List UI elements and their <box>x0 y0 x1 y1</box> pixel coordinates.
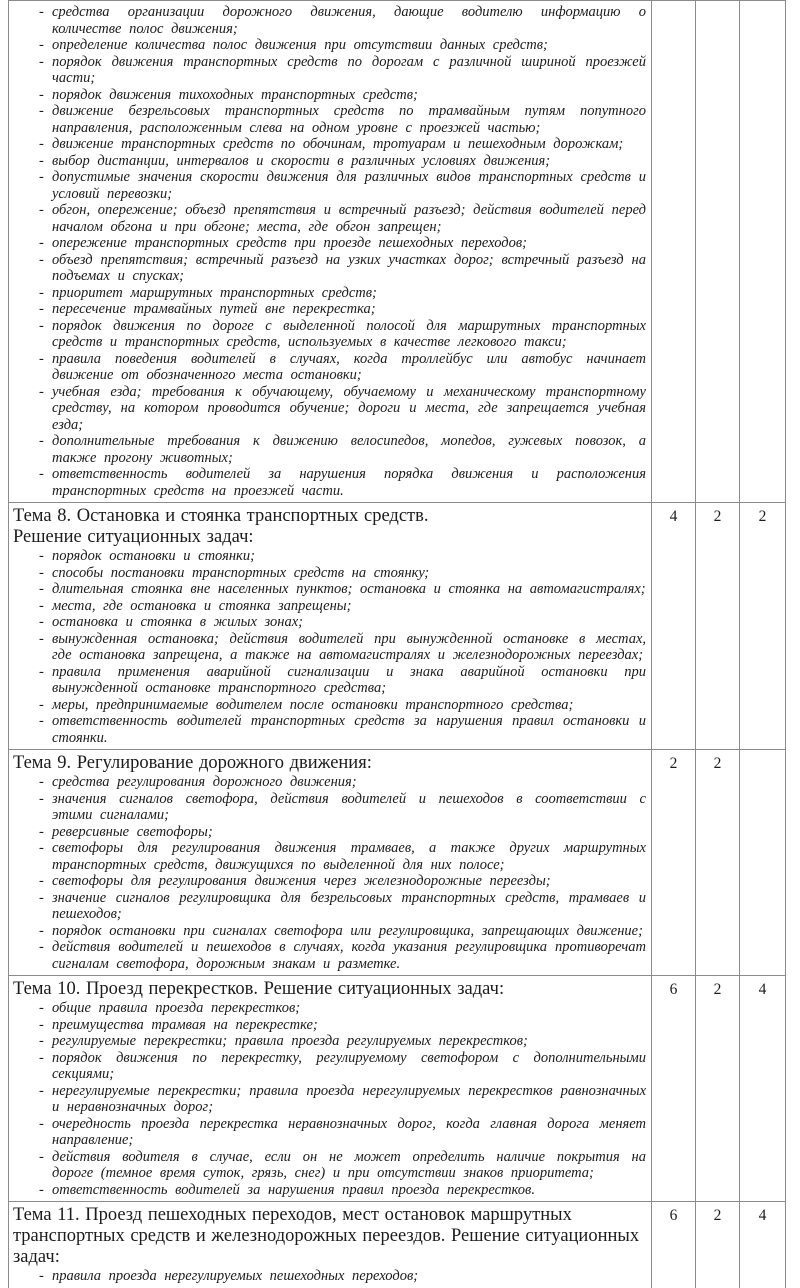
bullet-text: правила проезда нерегулируемых пешеходных переходов; <box>52 1268 419 1284</box>
bullet-dash-marker: - <box>39 1148 44 1165</box>
bullet-text: светофоры для регулирования движения через железнодорожные переезды; <box>52 873 551 889</box>
bullet-text: значения сигналов светофора, действия водителей и пешеходов в соответствии с этими сигналами; <box>52 790 646 823</box>
topic-bullet-list <box>13 4 648 499</box>
topic-bullet-item <box>13 235 648 252</box>
bullet-text: ответственность водителей за нарушения правил проезда перекрестков. <box>52 1181 535 1198</box>
bullet-dash-marker: - <box>39 922 44 939</box>
topic-bullet-item <box>13 318 648 351</box>
topic-bullet-item <box>13 598 648 615</box>
bullet-text: определение количества полос движения при отсутствии данных средств; <box>52 37 548 53</box>
topic-bullet-item <box>13 713 648 746</box>
bullet-text: порядок остановки и стоянки; <box>52 548 255 564</box>
table-row <box>9 1 785 503</box>
topic-bullet-item <box>13 202 648 235</box>
bullet-text: ответственность водителей транспортных средств за нарушения правил остановки и стоянки. <box>52 713 646 746</box>
bullet-dash-marker: - <box>39 1115 44 1132</box>
bullet-dash-marker: - <box>39 301 44 317</box>
bullet-text: порядок движения тихоходных транспортных средств; <box>52 86 418 103</box>
hours-col-2-cell <box>695 1 739 502</box>
topic-bullet-item <box>13 54 648 87</box>
bullet-text: движение безрельсовых транспортных средств по трамвайным путям попутного направления, расположенным слева на одном уровне с проезжей частью; <box>52 103 646 136</box>
bullet-text: действия водителей и пешеходов в случаях, когда указания регулировщика противоречат сигналам светофора, дорожным знакам и разметке. <box>52 939 646 972</box>
bullet-dash-marker: - <box>39 86 44 103</box>
topic-cell <box>9 750 651 975</box>
bullet-dash-marker: - <box>39 53 44 70</box>
bullet-dash-marker: - <box>39 597 44 614</box>
topic-title-block <box>13 1205 648 1268</box>
bullet-dash-marker: - <box>39 823 44 840</box>
bullet-dash-marker: - <box>39 136 44 152</box>
hours-col-1-cell <box>651 1 695 502</box>
topic-title-line: Тема 8. Остановка и стоянка транспортных средств. <box>13 506 429 526</box>
bullet-text: правила применения аварийной сигнализации и знака аварийной остановки при вынужденной остановке транспортного средства; <box>52 663 646 696</box>
bullet-dash-marker: - <box>39 317 44 334</box>
bullet-text: приоритет маршрутных транспортных средств; <box>52 284 377 301</box>
topic-bullet-item <box>13 664 648 697</box>
bullet-text: реверсивные светофоры; <box>52 823 213 840</box>
hours-col-3-cell <box>739 750 785 975</box>
bullet-dash-marker: - <box>39 663 44 680</box>
curriculum-table <box>8 0 786 1288</box>
bullet-text: вынужденная остановка; действия водителей при вынужденной остановке в местах, где остановка запрещена, а также на автомагистралях и железнодорожных переездах; <box>52 630 646 663</box>
hours-col-2-cell: 2 <box>695 750 739 975</box>
topic-bullet-item <box>13 939 648 972</box>
table-row <box>9 976 785 1202</box>
topic-bullet-item <box>13 285 648 302</box>
topic-bullet-list <box>13 548 648 746</box>
bullet-dash-marker: - <box>39 630 44 647</box>
topic-bullet-item <box>13 103 648 136</box>
bullet-dash-marker: - <box>39 1000 44 1016</box>
topic-bullet-item <box>13 351 648 384</box>
bullet-text: значение сигналов регулировщика для безрельсовых транспортных средств, трамваев и пешеходов; <box>52 889 646 922</box>
topic-bullet-item <box>13 1268 648 1285</box>
topic-bullet-item <box>13 614 648 631</box>
bullet-text: допустимые значения скорости движения для различных видов транспортных средств и условий перевозки; <box>52 169 646 202</box>
topic-title-block <box>13 753 648 774</box>
bullet-text: учебная езда; требования к обучающему, обучаемому и механическому транспортному средству, на котором проводится обучение; дороги и места, где запрещается учебная езда; <box>52 383 646 433</box>
topic-bullet-list <box>13 774 648 972</box>
bullet-text: очередность проезда перекрестка неравнозначных дорог, когда главная дорога меняет направление; <box>52 1115 646 1148</box>
bullet-dash-marker: - <box>39 564 44 581</box>
hours-col-2-cell: 2 <box>695 1202 739 1288</box>
topic-cell <box>9 503 651 749</box>
topic-bullet-item <box>13 384 648 434</box>
bullet-dash-marker: - <box>39 466 44 482</box>
topic-bullet-item <box>13 824 648 841</box>
topic-bullet-item <box>13 631 648 664</box>
topic-bullet-item <box>13 1000 648 1017</box>
topic-bullet-item <box>13 840 648 873</box>
topic-bullet-item <box>13 4 648 37</box>
topic-bullet-item <box>13 1182 648 1199</box>
hours-col-1-cell: 6 <box>651 1202 695 1288</box>
hours-col-3-cell: 4 <box>739 1202 785 1288</box>
bullet-dash-marker: - <box>39 433 44 449</box>
topic-bullet-item <box>13 301 648 318</box>
topic-bullet-item <box>13 37 648 54</box>
bullet-dash-marker: - <box>39 4 44 20</box>
table-row <box>9 750 785 976</box>
bullet-dash-marker: - <box>39 1082 44 1099</box>
topic-bullet-item <box>13 1149 648 1182</box>
topic-bullet-item <box>13 923 648 940</box>
bullet-text: обгон, опережение; объезд препятствия и встречный разъезд; действия водителей перед началом обгона и при обгоне; места, где обгон запрещен; <box>52 202 646 235</box>
bullet-text: действия водителя в случае, если он не может определить наличие покрытия на дороге (темное время суток, грязь, снег) и при отсутствии знаков приоритета; <box>52 1148 646 1181</box>
bullet-dash-marker: - <box>39 1181 44 1198</box>
bullet-text: порядок остановки при сигналах светофора или регулировщика, запрещающих движение; <box>52 922 643 939</box>
bullet-text: выбор дистанции, интервалов и скорости в различных условиях движения; <box>52 152 551 169</box>
topic-title-block <box>13 979 648 1000</box>
topic-bullet-item <box>13 466 648 499</box>
topic-bullet-item <box>13 774 648 791</box>
bullet-dash-marker: - <box>39 251 44 268</box>
bullet-text: длительная стоянка вне населенных пунктов; остановка и стоянка на автомагистралях; <box>52 581 646 597</box>
bullet-dash-marker: - <box>39 696 44 713</box>
topic-title-line: Тема 10. Проезд перекрестков. Решение ситуационных задач: <box>13 979 505 999</box>
bullet-text: порядок движения транспортных средств по дорогам с различной шириной проезжей части; <box>52 53 646 86</box>
topic-bullet-item <box>13 252 648 285</box>
bullet-dash-marker: - <box>39 548 44 564</box>
bullet-text: средства организации дорожного движения, дающие водителю информацию о количестве полос движения; <box>52 4 646 37</box>
bullet-dash-marker: - <box>39 774 44 790</box>
hours-col-1-cell: 4 <box>651 503 695 749</box>
topic-bullet-item <box>13 1050 648 1083</box>
bullet-text: средства регулирования дорожного движения; <box>52 774 357 790</box>
topic-title-line: Тема 11. Проезд пешеходных переходов, мест остановок маршрутных транспортных средств и железнодорожных переездов. Решение ситуационных задач: <box>13 1205 640 1267</box>
bullet-dash-marker: - <box>39 202 44 218</box>
hours-col-2-cell: 2 <box>695 503 739 749</box>
bullet-text: дополнительные требования к движению велосипедов, мопедов, гужевых повозок, а также прогону животных; <box>52 433 646 466</box>
hours-col-2-cell: 2 <box>695 976 739 1201</box>
bullet-dash-marker: - <box>39 103 44 119</box>
bullet-text: светофоры для регулирования движения трамваев, а также других маршрутных транспортных средств, движущихся по выделенной для них полосе; <box>52 840 646 873</box>
bullet-dash-marker: - <box>39 581 44 597</box>
topic-cell <box>9 976 651 1201</box>
topic-bullet-item <box>13 581 648 598</box>
bullet-text: места, где остановка и стоянка запрещены; <box>52 597 352 614</box>
bullet-text: преимущества трамвая на перекрестке; <box>52 1016 318 1033</box>
bullet-dash-marker: - <box>39 1049 44 1066</box>
topic-bullet-item <box>13 136 648 153</box>
bullet-dash-marker: - <box>39 235 44 251</box>
bullet-dash-marker: - <box>39 152 44 169</box>
bullet-text: общие правила проезда перекрестков; <box>52 1000 301 1016</box>
topic-bullet-item <box>13 890 648 923</box>
hours-col-3-cell: 2 <box>739 503 785 749</box>
topic-bullet-item <box>13 153 648 170</box>
topic-title-line: Решение ситуационных задач: <box>13 527 254 547</box>
bullet-text: меры, предпринимаемые водителем после остановки транспортного средства; <box>52 696 574 713</box>
bullet-dash-marker: - <box>39 350 44 367</box>
topic-bullet-item <box>13 433 648 466</box>
bullet-dash-marker: - <box>39 713 44 729</box>
bullet-dash-marker: - <box>39 939 44 955</box>
topic-title-line: Тема 9. Регулирование дорожного движения: <box>13 753 372 773</box>
bullet-text: способы постановки транспортных средств на стоянку; <box>52 564 430 581</box>
hours-col-1-cell: 2 <box>651 750 695 975</box>
topic-bullet-item <box>13 791 648 824</box>
bullet-dash-marker: - <box>39 37 44 53</box>
topic-bullet-list <box>13 1000 648 1198</box>
bullet-text: пересечение трамвайных путей вне перекрестка; <box>52 301 376 317</box>
bullet-dash-marker: - <box>39 1016 44 1033</box>
bullet-text: ответственность водителей за нарушения порядка движения и расположения транспортных средств на проезжей части. <box>52 466 646 499</box>
topic-cell <box>9 1202 651 1288</box>
bullet-dash-marker: - <box>39 614 44 630</box>
topic-cell <box>9 1 651 502</box>
topic-bullet-list <box>13 1268 648 1285</box>
bullet-text: порядок движения по дороге с выделенной полосой для маршрутных транспортных средств и транспортных средств, используемых в качестве легкового такси; <box>52 317 646 350</box>
topic-bullet-item <box>13 548 648 565</box>
topic-bullet-item <box>13 169 648 202</box>
bullet-text: порядок движения по перекрестку, регулируемому светофором с дополнительными секциями; <box>52 1049 646 1082</box>
bullet-dash-marker: - <box>39 169 44 185</box>
bullet-dash-marker: - <box>39 284 44 301</box>
topic-bullet-item <box>13 565 648 582</box>
bullet-dash-marker: - <box>39 383 44 400</box>
topic-bullet-item <box>13 1033 648 1050</box>
bullet-text: объезд препятствия; встречный разъезд на узких участках дорог; встречный разъезд на подъемах и спусках; <box>52 251 646 284</box>
hours-col-3-cell: 4 <box>739 976 785 1201</box>
bullet-text: движение транспортных средств по обочинам, тротуарам и пешеходным дорожкам; <box>52 136 624 152</box>
topic-title-block <box>13 506 648 548</box>
bullet-dash-marker: - <box>39 1268 44 1284</box>
topic-bullet-item <box>13 1116 648 1149</box>
bullet-text: опережение транспортных средств при проезде пешеходных переходов; <box>52 235 527 251</box>
table-row <box>9 503 785 750</box>
topic-bullet-item <box>13 1017 648 1034</box>
bullet-dash-marker: - <box>39 889 44 906</box>
bullet-text: нерегулируемые перекрестки; правила проезда нерегулируемых перекрестков равнозначных и неравнозначных дорог; <box>52 1082 646 1115</box>
hours-col-1-cell: 6 <box>651 976 695 1201</box>
topic-bullet-item <box>13 1083 648 1116</box>
bullet-dash-marker: - <box>39 1033 44 1049</box>
bullet-dash-marker: - <box>39 873 44 889</box>
bullet-dash-marker: - <box>39 840 44 856</box>
bullet-text: правила поведения водителей в случаях, когда троллейбус или автобус начинает движение от обозначенного места остановки; <box>52 350 646 383</box>
table-row <box>9 1202 785 1288</box>
bullet-text: регулируемые перекрестки; правила проезда регулируемых перекрестков; <box>52 1033 528 1049</box>
bullet-dash-marker: - <box>39 790 44 807</box>
topic-bullet-item <box>13 873 648 890</box>
topic-bullet-item <box>13 87 648 104</box>
hours-col-3-cell <box>739 1 785 502</box>
bullet-text: остановка и стоянка в жилых зонах; <box>52 614 303 630</box>
topic-bullet-item <box>13 697 648 714</box>
